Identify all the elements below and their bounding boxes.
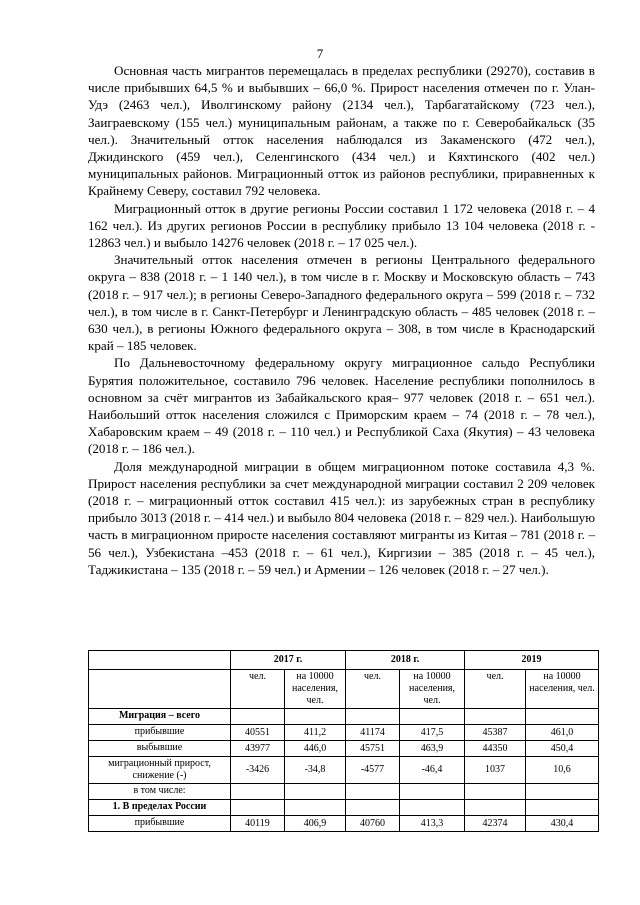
- table-cell: 10,6: [526, 757, 599, 784]
- row-label: прибывшие: [89, 725, 231, 741]
- table-cell: [346, 709, 400, 725]
- page-number: 7: [316, 46, 324, 61]
- table-corner-cell: [89, 670, 231, 709]
- table-cell: 450,4: [526, 741, 599, 757]
- table-row: [89, 725, 599, 741]
- table-cell: [526, 709, 599, 725]
- row-label: 1. В пределах России: [89, 800, 231, 816]
- table-cell: 44350: [465, 741, 526, 757]
- table-cell: 45751: [346, 741, 400, 757]
- row-label: выбывшие: [89, 741, 231, 757]
- year-header: 2019: [465, 651, 599, 670]
- paragraph: Основная часть мигрантов перемещалась в пределах республики (29270), составив в числе прибывших 64,5 % и выбывших – 66,0 %. Прирост населения отмечен по г. Улан-Удэ (2463 чел.), Иволгинскому району (2134 чел.), Тарбагатайскому (723 чел.), Заиграевскому (155 чел.) муниципальным районам, а также по г. Северобайкальск (35 чел.). Значительный отток населения наблюдался из Закаменского (472 чел.), Джидинского (459 чел.), Селенгинского (434 чел.) и Кяхтинского (402 чел.) муниципальных районов. Миграционный отток из районов республики, приравненных к Крайнему Северу, составил 792 человека.: [88, 63, 595, 199]
- year-header: 2018 г.: [346, 651, 465, 670]
- migration-table: [88, 650, 599, 832]
- paragraph: Значительный отток населения отмечен в регионы Центрального федерального округа – 838 (2018 г. – 1 140 чел.), в том числе в г. Москву и Московскую область – 743 (2018 г. – 917 чел.); в регионы Северо-Западного федерального округа – 599 (2018 г. – 732 чел.), в том числе в г. Санкт-Петербург и Ленинградскую область – 485 человек (2018 г. – 630 чел.), в регионы Южного федерального округа – 308, в том числе в Краснодарский край – 185 человек.: [88, 252, 595, 354]
- table-cell: 45387: [465, 725, 526, 741]
- row-label: Миграция – всего: [89, 709, 231, 725]
- table-cell: 1037: [465, 757, 526, 784]
- table-cell: 40760: [346, 816, 400, 832]
- paragraph: По Дальневосточному федеральному округу миграционное сальдо Республики Бурятия положительное, составило 796 человек. Население республики пополнилось в основном за счёт мигрантов из Забайкальского края– 977 человек (2018 г. – 651 чел.). Наибольший отток населения сложился с Приморским краем – 74 (2018 г. – 78 чел.), Хабаровским краем – 49 (2018 г. – 110 чел.) и Республикой Саха (Якутия) – 43 человека (2018 г. – 186 чел.).: [88, 355, 595, 457]
- table-cell: 43977: [231, 741, 285, 757]
- table-cell: [400, 784, 465, 800]
- year-header: 2017 г.: [231, 651, 346, 670]
- table-cell: [346, 784, 400, 800]
- subheader-persons: чел.: [231, 670, 285, 709]
- table-cell: 411,2: [285, 725, 346, 741]
- subheader-per-10000: на 10000 населения, чел.: [285, 670, 346, 709]
- subheader-per-10000: на 10000 населения, чел.: [400, 670, 465, 709]
- table-row: [89, 741, 599, 757]
- subheader-persons: чел.: [346, 670, 400, 709]
- table-cell: 40551: [231, 725, 285, 741]
- body-text: [88, 62, 595, 578]
- table-cell: 40119: [231, 816, 285, 832]
- table-cell: [231, 800, 285, 816]
- table-cell: 430,4: [526, 816, 599, 832]
- table-row: [89, 757, 599, 784]
- table-cell: 463,9: [400, 741, 465, 757]
- table-row: [89, 709, 599, 725]
- table-cell: 417,5: [400, 725, 465, 741]
- table-corner-cell: [89, 651, 231, 670]
- table-cell: 406,9: [285, 816, 346, 832]
- row-label: прибывшие: [89, 816, 231, 832]
- table-row: [89, 784, 599, 800]
- table-cell: [526, 784, 599, 800]
- subheader-persons: чел.: [465, 670, 526, 709]
- table-cell: [285, 784, 346, 800]
- table-cell: [285, 709, 346, 725]
- table-cell: 446,0: [285, 741, 346, 757]
- table-cell: -46,4: [400, 757, 465, 784]
- paragraph: Доля международной миграции в общем миграционном потоке составила 4,3 %. Прирост населения республики за счет международной миграции составил 2 209 человек (2018 г. – миграционный отток составил 415 чел.): из зарубежных стран в республику прибыло 3013 (2018 г. – 414 чел.) и выбыло 804 человека (2018 г. – 829 чел.). Наибольшую часть в миграционном приросте населения составляют мигранты из Китая – 781 (2018 г. – 56 чел.), Узбекистана –453 (2018 г. – 61 чел.), Киргизии – 385 (2018 г. – 45 чел.), Таджикистана – 135 (2018 г. – 59 чел.) и Армении – 126 человек (2018 г. – 27 чел.).: [88, 458, 595, 577]
- table-cell: 413,3: [400, 816, 465, 832]
- table-cell: -3426: [231, 757, 285, 784]
- table-cell: [465, 784, 526, 800]
- table-row: [89, 816, 599, 832]
- table-cell: 41174: [346, 725, 400, 741]
- table-cell: 461,0: [526, 725, 599, 741]
- subheader-per-10000: на 10000 населения, чел.: [526, 670, 599, 709]
- table-cell: [400, 709, 465, 725]
- table-cell: [465, 709, 526, 725]
- table-row: [89, 800, 599, 816]
- row-label: в том числе:: [89, 784, 231, 800]
- paragraph: Миграционный отток в другие регионы России составил 1 172 человека (2018 г. – 4 162 чел.). Из других регионов России в республику прибыло 13 104 человека (2018 г. - 12863 чел.) и выбыло 14276 человек (2018 г. – 17 025 чел.).: [88, 200, 595, 251]
- table-cell: -4577: [346, 757, 400, 784]
- table-cell: [400, 800, 465, 816]
- table-cell: [465, 800, 526, 816]
- table-cell: [231, 709, 285, 725]
- table-cell: -34,8: [285, 757, 346, 784]
- table-body: [89, 709, 599, 832]
- row-label: миграционный прирост, снижение (-): [89, 757, 231, 784]
- table-cell: 42374: [465, 816, 526, 832]
- table-cell: [285, 800, 346, 816]
- table-cell: [231, 784, 285, 800]
- table-cell: [346, 800, 400, 816]
- table-cell: [526, 800, 599, 816]
